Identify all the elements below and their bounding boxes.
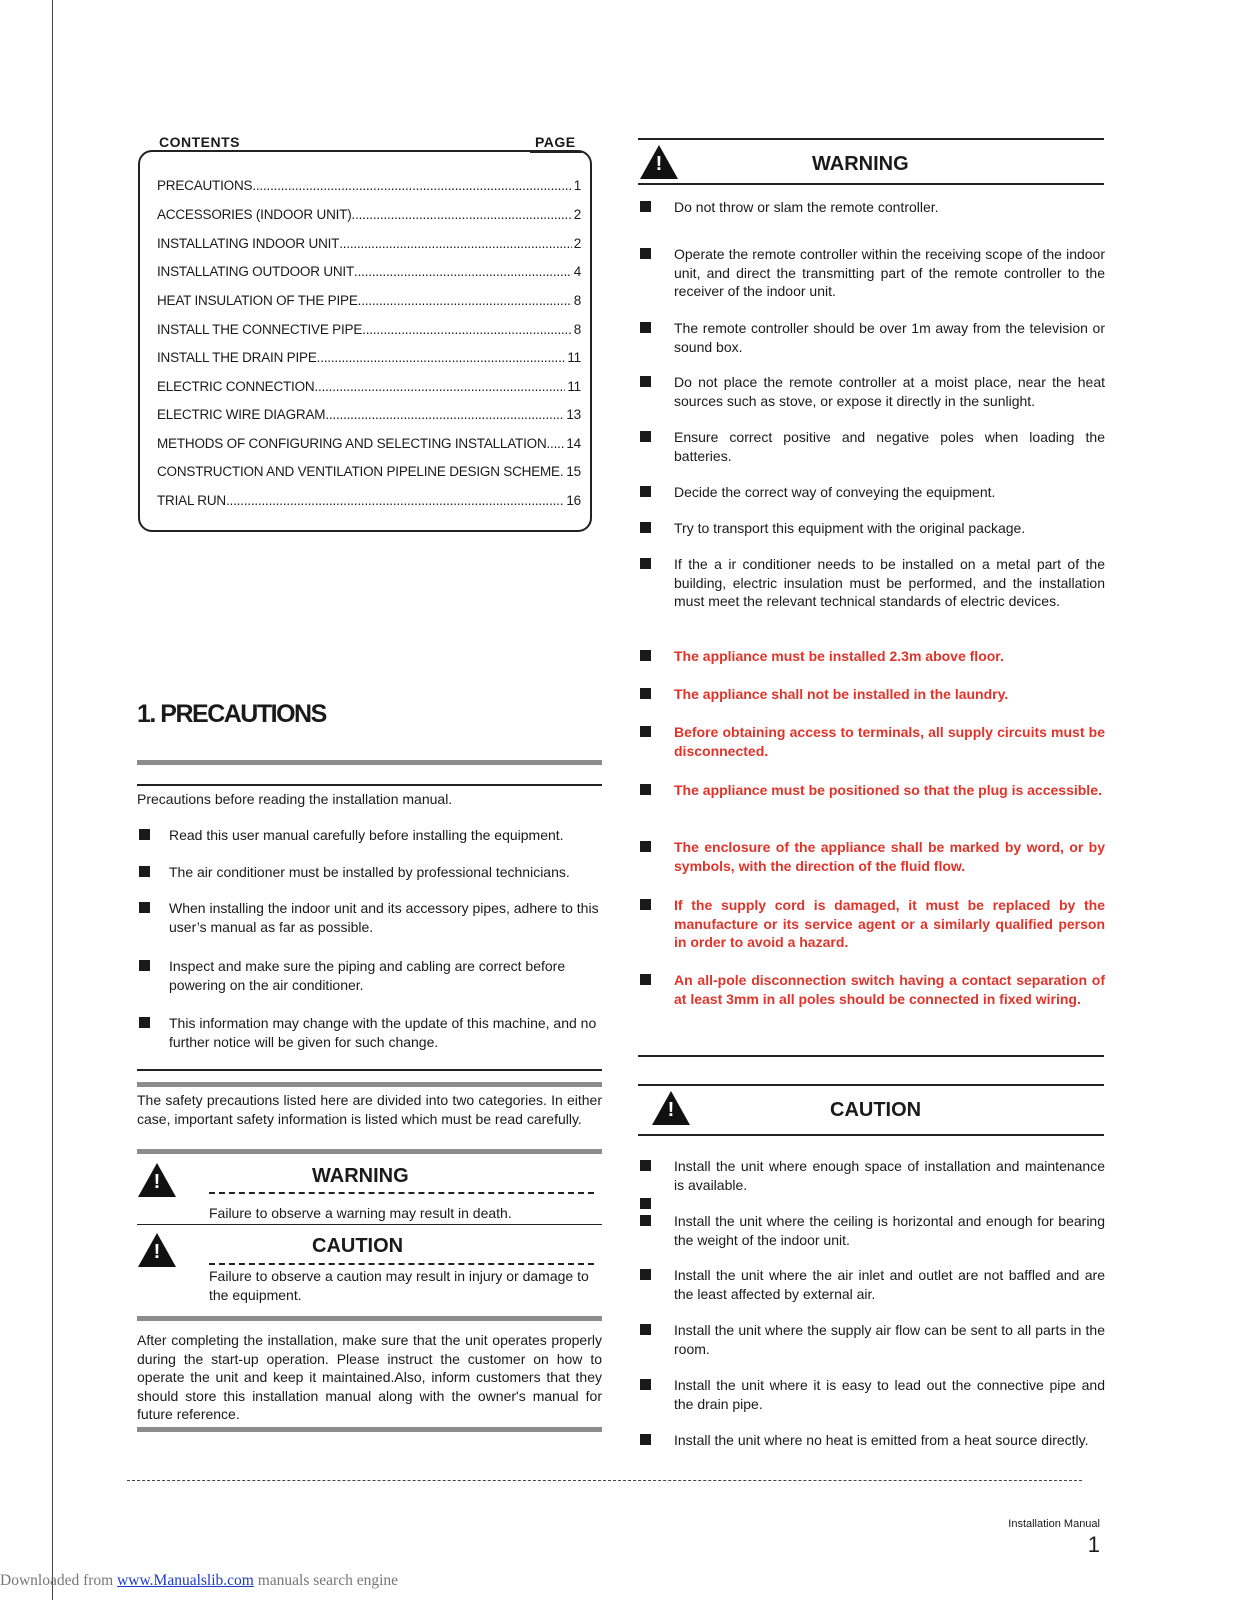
bullet-square-icon [640, 322, 651, 333]
caution-item [640, 1157, 1105, 1194]
warning-item-text: Try to transport this equipment with the original package. [674, 520, 1026, 536]
bullet-square-icon [640, 784, 651, 795]
toc-leader-dots [317, 350, 566, 365]
warning-item [640, 781, 1105, 800]
toc-item-label: INSTALLATING OUTDOOR UNIT [157, 264, 355, 279]
bullet-square-icon [640, 486, 651, 497]
caution-item-text: Install the unit where the supply air flow can be sent to all parts in the room. [674, 1322, 1105, 1357]
warning-box-top-rule [638, 138, 1104, 140]
caution-item [640, 1266, 1105, 1303]
toc-item-label: METHODS OF CONFIGURING AND SELECTING INSTALLATION [157, 436, 547, 451]
warning-item [640, 198, 1105, 217]
after-bar-bottom [137, 1427, 602, 1432]
bullet-square-icon [640, 1198, 651, 1209]
warning-item-text: An all-pole disconnection switch having a contact separation of at least 3mm in all poles should be connected in fixed wiring. [674, 972, 1105, 1007]
warning-item-text: Do not throw or slam the remote controller. [674, 199, 939, 215]
bullet-square-icon [640, 841, 651, 852]
margin-line [52, 0, 53, 1600]
toc-item-page: 14 [566, 436, 581, 451]
caution-box-title: CAUTION [830, 1099, 922, 1121]
categories-bar-bottom [137, 1149, 602, 1154]
toc-leader-dots [358, 293, 572, 308]
toc-page-heading: PAGE [535, 134, 576, 150]
toc-item-page: 13 [566, 407, 581, 422]
warning-box-bottom-rule [638, 1055, 1104, 1057]
warning-item [640, 519, 1105, 538]
warning-item-text: Before obtaining access to terminals, all supply circuits must be disconnected. [674, 724, 1105, 759]
bullet-square-icon [139, 866, 150, 877]
caution-item-text: Install the unit where the air inlet and outlet are not baffled and are the least affected by external air. [674, 1267, 1105, 1302]
toc-leader-dots [325, 407, 564, 422]
caution-legend-desc: Failure to observe a caution may result in injury or damage to the equipment. [209, 1268, 589, 1303]
bullet-square-icon [640, 1160, 651, 1171]
toc-item[interactable] [157, 493, 581, 508]
section-rule [137, 784, 602, 786]
manualslib-link[interactable]: www.Manualslib.com [117, 1572, 254, 1589]
section-title: 1. PRECAUTIONS [137, 700, 326, 728]
toc-item[interactable] [157, 379, 581, 394]
warning-legend-icon: ! [138, 1163, 176, 1197]
caution-item-text: Install the unit where it is easy to lead out the connective pipe and the drain pipe. [674, 1377, 1105, 1412]
bullet-square-icon [640, 650, 651, 661]
warning-item [640, 838, 1105, 875]
toc-item-page: 11 [567, 379, 581, 394]
warning-item [640, 685, 1105, 704]
footer-dashed-rule [127, 1480, 1082, 1481]
toc-item-label: INSTALL THE DRAIN PIPE [157, 350, 317, 365]
toc-leader-dots [314, 379, 565, 394]
precaution-bullet [139, 899, 604, 936]
warning-item-text: The appliance shall not be installed in the laundry. [674, 686, 1009, 702]
caution-box-title-rule [638, 1134, 1104, 1136]
footer-page-number: 1 [1087, 1532, 1100, 1557]
toc-item-page: 2 [573, 207, 581, 222]
toc-item-label: ACCESSORIES (INDOOR UNIT) [157, 207, 352, 222]
toc-item[interactable] [157, 236, 581, 251]
precaution-bullet [139, 826, 604, 845]
categories-text: The safety precautions listed here are divided into two categories. In either case, important safety information is listed which must be read carefully. [137, 1092, 602, 1127]
caution-item [640, 1321, 1105, 1358]
warning-item-text: The appliance must be installed 2.3m above floor. [674, 648, 1004, 664]
warning-box-title: WARNING [812, 153, 909, 175]
bullet-square-icon [640, 376, 651, 387]
bullet-square-icon [640, 522, 651, 533]
bullet-square-icon [640, 726, 651, 737]
precaution-bullet-text: This information may change with the update of this machine, and no further notice will be given for such change. [169, 1015, 597, 1050]
bullet-square-icon [139, 902, 150, 913]
toc-item-page: 15 [566, 464, 581, 479]
bullet-square-icon [139, 960, 150, 971]
bullet-square-icon [640, 974, 651, 985]
bullet-square-icon [139, 829, 150, 840]
toc-item[interactable] [157, 407, 581, 422]
toc-contents-heading: CONTENTS [159, 134, 240, 150]
toc-leader-dots [362, 322, 572, 337]
toc-item-label: ELECTRIC CONNECTION [157, 379, 315, 394]
toc-item-label: INSTALLATING INDOOR UNIT [157, 236, 340, 251]
warning-item [640, 723, 1105, 760]
toc-item-page: 4 [573, 264, 581, 279]
toc-item-page: 1 [573, 178, 581, 193]
toc-item[interactable] [157, 350, 581, 365]
caution-item-text: Install the unit where no heat is emitted from a heat source directly. [674, 1432, 1089, 1448]
toc-item[interactable] [157, 322, 581, 337]
caution-item [640, 1431, 1105, 1450]
toc-item-page: 16 [566, 493, 581, 508]
precaution-bullet-text: Inspect and make sure the piping and cabling are correct before powering on the air conditioner. [169, 958, 566, 993]
toc-item[interactable] [157, 264, 581, 279]
caution-legend-dash [209, 1263, 594, 1265]
warning-item-text: If the supply cord is damaged, it must be replaced by the manufacture or its service agent or a similarly qualified person in order to avoid a hazard. [674, 897, 1105, 950]
toc-item[interactable] [157, 464, 581, 479]
bullet-square-icon [640, 1269, 651, 1280]
warning-legend-desc: Failure to observe a warning may result in death. [209, 1205, 512, 1221]
categories-bar-top [137, 1082, 602, 1087]
toc-item-label: ELECTRIC WIRE DIAGRAM [157, 407, 326, 422]
caution-item [640, 1376, 1105, 1413]
precaution-bullet [139, 1014, 604, 1051]
bullet-square-icon [139, 1017, 150, 1028]
warning-item [640, 555, 1105, 611]
warning-item-text: The enclosure of the appliance shall be marked by word, or by symbols, with the direction of the fluid flow. [674, 839, 1105, 874]
toc-item[interactable] [157, 207, 581, 222]
warning-item-text: If the a ir conditioner needs to be installed on a metal part of the building, electric insulation must be performed, and the installation must meet the relevant technical standards of electric devices. [674, 556, 1105, 609]
toc-item-label: TRIAL RUN [157, 493, 226, 508]
bullet-square-icon [640, 431, 651, 442]
toc-leader-dots [354, 264, 572, 279]
warning-item-text: Do not place the remote controller at a moist place, near the heat sources such as stove, or expose it directly in the sunlight. [674, 374, 1105, 409]
precaution-bullet [139, 863, 604, 882]
categories-rule [137, 1069, 602, 1071]
toc-item-page: 2 [573, 236, 581, 251]
warning-box-icon: ! [640, 145, 678, 179]
toc-item-label: HEAT INSULATION OF THE PIPE [157, 293, 358, 308]
warning-item [640, 647, 1105, 666]
download-notice [0, 1572, 398, 1590]
warning-legend-label: WARNING [312, 1165, 409, 1187]
warning-item [640, 483, 1105, 502]
warning-item [640, 319, 1105, 356]
bullet-square-icon [640, 558, 651, 569]
caution-legend-icon: ! [138, 1233, 176, 1267]
toc-item[interactable] [157, 436, 581, 451]
caution-item [640, 1212, 1105, 1249]
precautions-intro: Precautions before reading the installation manual. [137, 791, 453, 807]
toc-item-label: CONSTRUCTION AND VENTILATION PIPELINE DESIGN SCHEME [157, 464, 560, 479]
warning-legend-dash [209, 1192, 594, 1194]
warning-item [640, 971, 1105, 1008]
bullet-square-icon [640, 899, 651, 910]
bullet-square-icon [640, 1215, 651, 1226]
footer-manual-label: Installation Manual [1008, 1518, 1100, 1530]
download-suffix: manuals search engine [257, 1572, 399, 1589]
bullet-square-icon [640, 1379, 651, 1390]
toc-leader-dots [547, 436, 565, 451]
warning-box-title-rule [638, 183, 1104, 185]
bullet-square-icon [640, 201, 651, 212]
bullet-square-icon [640, 688, 651, 699]
legend-divider [137, 1224, 602, 1225]
caution-box-icon: ! [652, 1091, 690, 1125]
toc-leader-dots [352, 207, 572, 222]
caution-item-text: Install the unit where enough space of installation and maintenance is available. [674, 1158, 1105, 1193]
precaution-bullet-text: The air conditioner must be installed by professional technicians. [169, 864, 570, 880]
toc-item[interactable] [157, 293, 581, 308]
precaution-bullet-text: Read this user manual carefully before installing the equipment. [169, 827, 564, 843]
caution-legend-label: CAUTION [312, 1235, 404, 1257]
warning-item [640, 373, 1105, 410]
toc-leader-dots [339, 236, 571, 251]
precaution-bullet [139, 957, 604, 994]
toc-item-label: PRECAUTIONS [157, 178, 253, 193]
warning-item-text: The remote controller should be over 1m away from the television or sound box. [674, 320, 1105, 355]
toc-item-label: INSTALL THE CONNECTIVE PIPE [157, 322, 363, 337]
caution-item-text: Install the unit where the ceiling is horizontal and enough for bearing the weight of the indoor unit. [674, 1213, 1105, 1248]
warning-item-text: Ensure correct positive and negative poles when loading the batteries. [674, 429, 1105, 464]
toc-item-page: 8 [573, 322, 581, 337]
precaution-bullet-text: When installing the indoor unit and its accessory pipes, adhere to this user’s manual as far as possible. [169, 900, 599, 935]
section-title-bar [137, 760, 602, 765]
after-bar-top [137, 1316, 602, 1321]
bullet-square-icon [640, 1324, 651, 1335]
warning-item [640, 428, 1105, 465]
warning-item-text: The appliance must be positioned so that the plug is accessible. [674, 782, 1102, 798]
toc-item-page: 11 [567, 350, 581, 365]
toc-leader-dots [252, 178, 571, 193]
warning-item [640, 245, 1105, 301]
bullet-square-icon [640, 1434, 651, 1445]
bullet-square-icon [640, 248, 651, 259]
toc-item-page: 8 [573, 293, 581, 308]
caution-box-top-rule [638, 1084, 1104, 1086]
download-prefix: Downloaded from [0, 1572, 114, 1589]
warning-item-text: Operate the remote controller within the receiving scope of the indoor unit, and direct the transmitting part of the remote controller to the receiver of the indoor unit. [674, 246, 1105, 299]
after-installation-text: After completing the installation, make sure that the unit operates properly during the start-up operation. Please instruct the customer on how to operate the unit and keep it maintained.Also, inform customers that they should store this installation manual along with the owner's manual for future reference. [137, 1332, 602, 1422]
warning-item [640, 896, 1105, 952]
warning-item-text: Decide the correct way of conveying the equipment. [674, 484, 996, 500]
toc-item[interactable] [157, 178, 581, 193]
toc-leader-dots [226, 493, 564, 508]
